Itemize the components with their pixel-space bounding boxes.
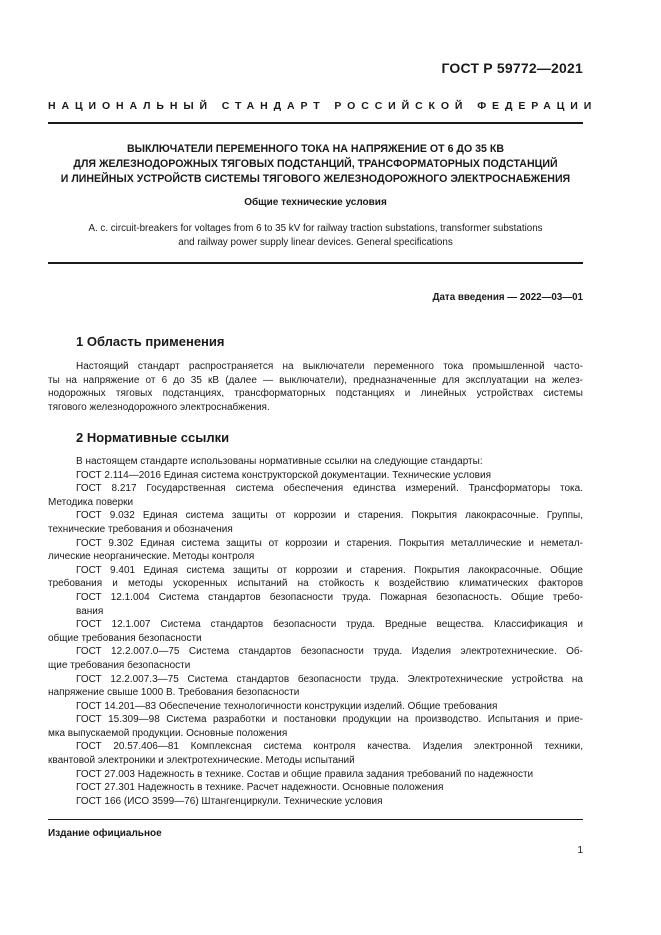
document-title [48,142,583,187]
reference-line: технические требования и обозначения [48,523,233,535]
reference-line: ГОСТ 12.1.004 Система стандартов безопасности труда. Пожарная безопасность. Общие требо- [76,591,583,603]
reference-line: ГОСТ 12.1.007 Система стандартов безопасности труда. Вредные вещества. Классификация и [76,619,583,631]
title-line: ДЛЯ ЖЕЛЕЗНОДОРОЖНЫХ ТЯГОВЫХ ПОДСТАНЦИЙ, ТРАНСФОРМАТОРНЫХ ПОДСТАНЦИЙ [73,158,558,170]
reference-line: ГОСТ 2.114—2016 Единая система конструкторской документации. Технические условия [76,469,491,481]
reference-line: ГОСТ 9.401 Единая система защиты от коррозии и старения. Покрытия лакокрасочные. Общие [76,564,583,576]
reference-line: общие требования безопасности [48,632,202,644]
text-line: В настоящем стандарте использованы нормативные ссылки на следующие стандарты: [76,456,483,467]
reference-line: мка выпускаемой продукции. Основные положения [48,727,288,739]
reference-line: ГОСТ 15.309—98 Система разработки и постановки продукции на производство. Испытания и прие- [76,714,583,726]
section-1-heading: 1 Область применения [76,334,225,349]
top-divider [48,122,583,124]
standard-type-heading: НАЦИОНАЛЬНЫЙ СТАНДАРТ РОССИЙСКОЙ ФЕДЕРАЦИИ [48,100,598,112]
page-number: 1 [577,845,583,856]
introduction-date: Дата введения — 2022—03—01 [432,292,583,303]
reference-line: вания [76,605,104,617]
text-line: тягового железнодорожного электроснабжения. [48,401,270,413]
section-2-body [48,455,583,808]
title-divider [48,262,583,264]
reference-line: ГОСТ 12.2.007.3—75 Система стандартов безопасности труда. Электротехнические устройства на [76,673,583,685]
document-subtitle: Общие технические условия [244,197,387,208]
text-line: Настоящий стандарт распространяется на выключатели переменного тока промышленной часто- [76,361,583,372]
document-number: ГОСТ Р 59772—2021 [441,60,583,76]
reference-line: ГОСТ 9.302 Единая система защиты от коррозии и старения. Покрытия металлические и неметал- [76,537,583,549]
english-title [48,222,583,250]
title-line: ВЫКЛЮЧАТЕЛИ ПЕРЕМЕННОГО ТОКА НА НАПРЯЖЕНИЕ ОТ 6 ДО 35 КВ [126,143,504,155]
text-line: ты на напряжение от 6 до 35 кВ (далее — выключатели), предназначенные для эксплуатации на желез- [48,374,583,386]
reference-line: ГОСТ 166 (ИСО 3599—76) Штангенциркули. Технические условия [76,795,383,807]
reference-line: Методика поверки [48,496,134,508]
title-line: И ЛИНЕЙНЫХ УСТРОЙСТВ СИСТЕМЫ ТЯГОВОГО ЖЕЛЕЗНОДОРОЖНОГО ЭЛЕКТРОСНАБЖЕНИЯ [60,173,571,185]
english-title-line: A. c. circuit-breakers for voltages from 6 to 35 kV for railway traction substations, transformer substations [88,223,543,234]
reference-line: ГОСТ 20.57.406—81 Комплексная система контроля качества. Изделия электронной техники, [76,741,583,753]
reference-line: требования и методы ускоренных испытаний на стойкость к воздействию климатических факторов [48,578,583,590]
section-2-heading: 2 Нормативные ссылки [76,430,230,445]
reference-line: ГОСТ 14.201—83 Обеспечение технологичности конструкции изделий. Общие требования [76,700,498,712]
text-line: нодорожных тяговых подстанциях, трансформаторных подстанциях и линейных устройствах системы [48,388,583,400]
english-title-line: and railway power supply linear devices. General specifications [178,237,453,248]
reference-line: ГОСТ 27.301 Надежность в технике. Расчет надежности. Основные положения [76,782,444,794]
reference-line: ГОСТ 8.217 Государственная система обеспечения единства измерений. Трансформаторы тока. [76,483,583,495]
footer-divider [48,819,583,820]
reference-line: ГОСТ 9.032 Единая система защиты от коррозии и старения. Покрытия лакокрасочные. Группы, [76,510,583,522]
reference-line: напряжение свыше 1000 В. Требования безопасности [48,687,300,699]
reference-line: лические неорганические. Методы контроля [48,551,255,563]
section-1-body [48,360,583,414]
reference-line: щие требования безопасности [48,659,191,671]
official-edition-label: Издание официальное [48,828,162,839]
reference-line: ГОСТ 27.003 Надежность в технике. Состав и общие правила задания требований по надежности [76,768,534,780]
reference-line: квантовой электроники и электротехнические. Методы испытаний [48,755,355,767]
reference-line: ГОСТ 12.2.007.0—75 Система стандартов безопасности труда. Изделия электротехнические. Об- [76,646,583,658]
